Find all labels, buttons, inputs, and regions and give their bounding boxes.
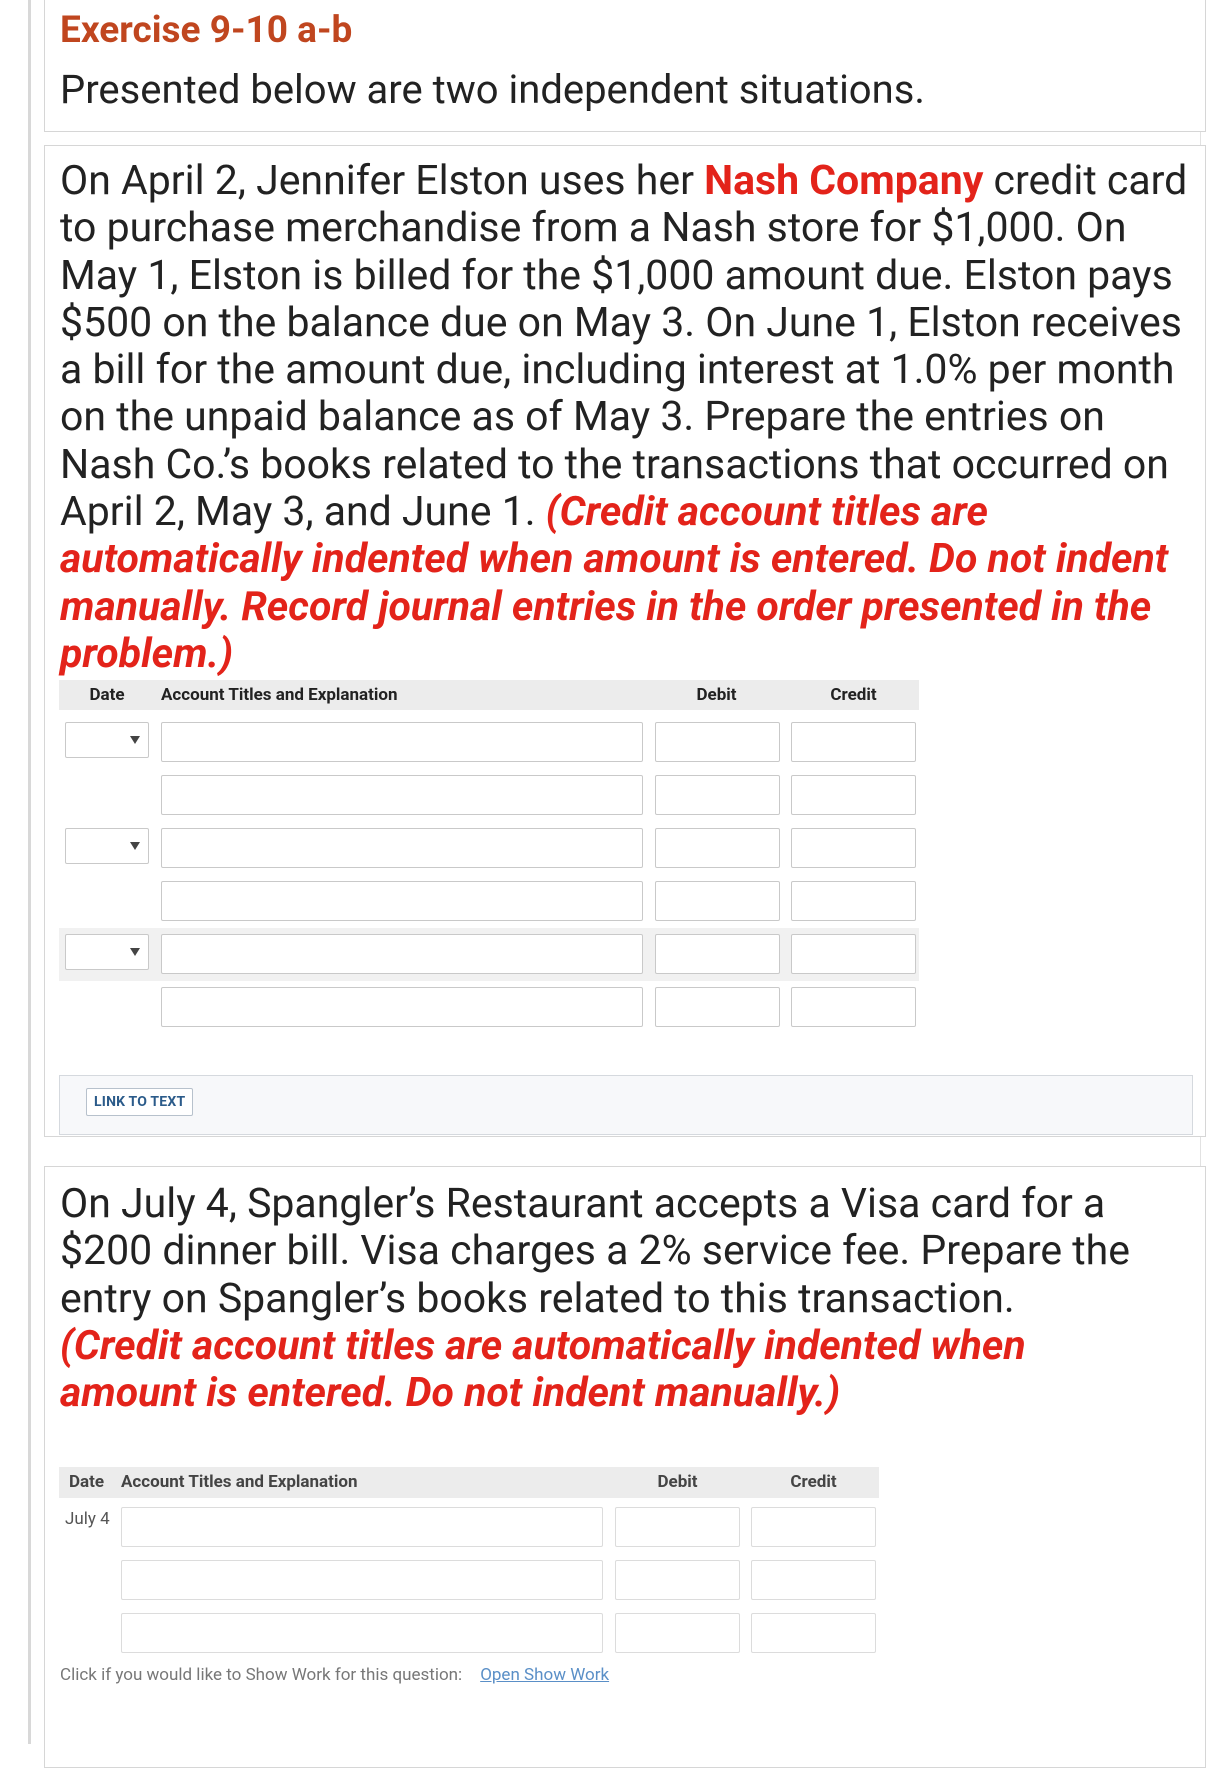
debit-input[interactable] [655,881,780,921]
debit-input[interactable] [655,828,780,868]
debit-input[interactable] [655,934,780,974]
credit-input[interactable] [791,722,916,762]
credit-input[interactable] [751,1560,876,1600]
date-select[interactable] [65,722,149,758]
journal-header-a [59,680,919,710]
exercise-title: Exercise 9-10 a-b [60,9,353,52]
show-work-row [60,1665,609,1685]
show-work-prompt: Click if you would like to Show Work for this question: [60,1665,463,1685]
credit-input[interactable] [791,987,916,1027]
credit-input[interactable] [791,934,916,974]
link-to-text-button[interactable]: LINK TO TEXT [86,1088,193,1116]
account-input[interactable] [161,934,643,974]
debit-input[interactable] [615,1560,740,1600]
col-debit: Debit [657,1472,698,1492]
part-a-question [60,158,1210,678]
journal-table-b [59,1467,879,1647]
date-select[interactable] [65,828,149,864]
col-account: Account Titles and Explanation [161,685,398,705]
open-show-work-link[interactable]: Open Show Work [480,1665,610,1685]
chevron-down-icon [130,736,140,744]
chevron-down-icon [130,842,140,850]
credit-input[interactable] [751,1613,876,1653]
part-a-panel [44,145,1206,1137]
part-b-panel [44,1166,1206,1768]
debit-input[interactable] [615,1507,740,1547]
row-date-label: July 4 [65,1509,110,1529]
debit-input[interactable] [615,1613,740,1653]
part-a-instruction: (Credit account titles are automatically indented when amount is entered. Do not indent manually. Record journal entries in the order presented in the problem.) [60,488,1169,678]
credit-input[interactable] [751,1507,876,1547]
company-name: Nash Company [704,157,984,205]
account-input[interactable] [121,1613,603,1653]
account-input[interactable] [161,828,643,868]
chevron-down-icon [130,948,140,956]
account-input[interactable] [121,1507,603,1547]
date-select[interactable] [65,934,149,970]
account-input[interactable] [161,881,643,921]
left-rule [28,0,31,1744]
exercise-subtitle: Presented below are two independent situations. [60,66,925,113]
part-a-question-intro: On April 2, Jennifer Elston uses her [60,157,705,205]
part-b-question-body: On July 4, Spangler’s Restaurant accepts a Visa card for a $200 dinner bill. Visa charges a 2% service fee. Prepare the entry on Spangler’s books related to this transaction. [60,1180,1131,1323]
credit-input[interactable] [791,775,916,815]
exercise-header-panel [44,0,1206,132]
part-a-question-body: credit card to purchase merchandise from a Nash store for $1,000. On May 1, Elston is billed for the $1,000 amount due. Elston pays $500 on the balance due on May 3. On June 1, Elston receives a bill for the amount due, including interest at 1.0% per month on the unpaid balance as of May 3. Prepare the entries on Nash Co.’s books related to the transactions that occurred on April 2, May 3, and June 1. [60,157,1188,537]
col-date: Date [89,685,125,705]
col-date: Date [69,1472,105,1492]
account-input[interactable] [161,775,643,815]
part-b-question [60,1181,1140,1417]
col-debit: Debit [696,685,737,705]
debit-input[interactable] [655,722,780,762]
account-input[interactable] [121,1560,603,1600]
debit-input[interactable] [655,987,780,1027]
link-to-text-bar [59,1075,1193,1135]
credit-input[interactable] [791,828,916,868]
account-input[interactable] [161,722,643,762]
journal-header-b [59,1467,879,1498]
account-input[interactable] [161,987,643,1027]
part-b-instruction: (Credit account titles are automatically indented when amount is entered. Do not indent manually.) [60,1321,1026,1418]
journal-table-a [59,680,919,1030]
col-credit: Credit [830,685,877,705]
debit-input[interactable] [655,775,780,815]
col-credit: Credit [790,1472,837,1492]
credit-input[interactable] [791,881,916,921]
col-account: Account Titles and Explanation [121,1472,358,1492]
